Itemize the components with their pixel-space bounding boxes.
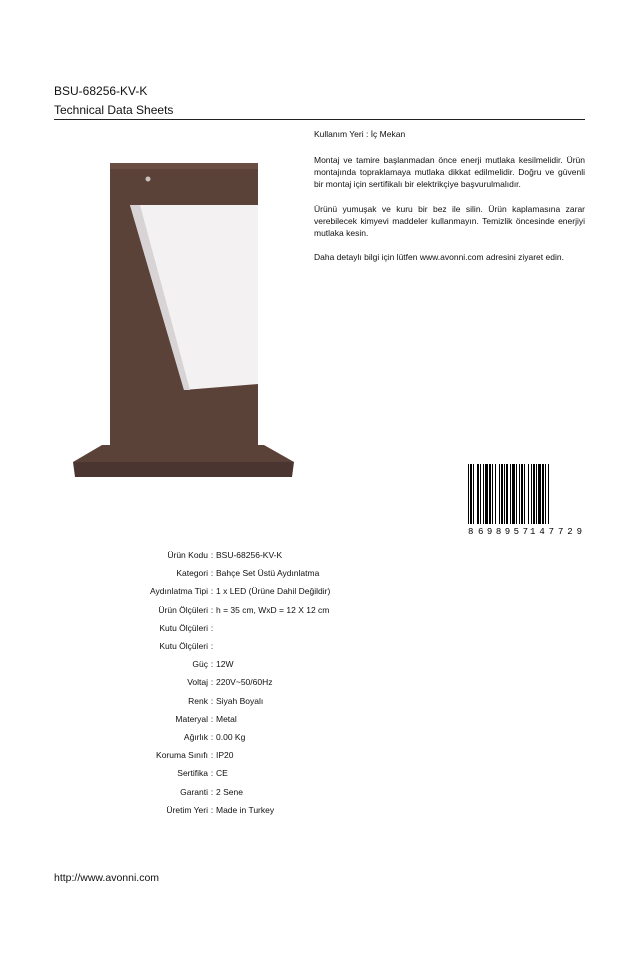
spec-row — [60, 564, 330, 582]
barcode-bar — [545, 464, 546, 524]
barcode-bar — [501, 464, 503, 524]
spec-separator: : — [210, 568, 214, 579]
barcode-bar — [521, 464, 523, 524]
footer-url: http://www.avonni.com — [54, 872, 160, 884]
spec-separator: : — [210, 586, 214, 597]
spec-value: 2 Sene — [216, 786, 243, 797]
spec-row — [60, 746, 330, 764]
spec-value: Siyah Boyalı — [216, 695, 264, 706]
spec-row — [60, 546, 330, 564]
spec-value: BSU-68256-KV-K — [216, 550, 283, 561]
spec-separator: : — [210, 804, 214, 815]
barcode-bar — [542, 464, 544, 524]
barcode-bar — [495, 464, 496, 524]
barcode-digits-left: 698957 — [478, 527, 528, 536]
barcode-bar — [489, 464, 491, 524]
barcode — [466, 464, 586, 536]
spec-separator: : — [210, 750, 214, 761]
spec-label: Garanti — [180, 786, 208, 797]
spec-label: Renk — [188, 695, 208, 706]
barcode-digit-lead: 8 — [468, 527, 474, 536]
spec-value: Bahçe Set Üstü Aydınlatma — [216, 568, 320, 579]
barcode-bar — [533, 464, 535, 524]
spec-label: Koruma Sınıfı — [156, 750, 208, 761]
barcode-bar — [531, 464, 532, 524]
spec-row — [60, 673, 330, 691]
spec-value: 1 x LED (Ürüne Dahil Değildir) — [216, 586, 331, 597]
spec-separator: : — [210, 677, 214, 688]
spec-separator: : — [210, 659, 214, 670]
screw-icon — [146, 177, 151, 182]
spec-separator: : — [210, 731, 214, 742]
spec-row — [60, 655, 330, 673]
spec-row — [60, 764, 330, 782]
barcode-bar — [538, 464, 541, 524]
barcode-bar — [483, 464, 484, 524]
barcode-bar — [548, 464, 549, 524]
spec-separator: : — [210, 622, 214, 633]
barcode-bar — [468, 464, 469, 524]
spec-separator: : — [210, 786, 214, 797]
spec-label: Ürün Kodu — [167, 550, 208, 561]
document-title: Technical Data Sheets — [54, 103, 174, 117]
spec-label: Voltaj — [187, 677, 208, 688]
spec-row — [60, 710, 330, 728]
barcode-bar — [519, 464, 520, 524]
spec-label: Materyal — [175, 713, 208, 724]
cleaning-paragraph: Ürünü yumuşak ve kuru bir bez ile silin. Ürün kaplamasına zarar verebilecek kimyevi maddeler kullanmayın. Temizlik öncesinde enerjiyi mutlaka kesin. — [314, 204, 585, 238]
spec-row — [60, 582, 330, 600]
spec-label: Kutu Ölçüleri — [159, 641, 208, 652]
spec-value: 0.00 Kg — [216, 731, 246, 742]
barcode-bar — [506, 464, 508, 524]
safety-paragraph: Montaj ve tamire başlanmadan önce enerji mutlaka kesilmelidir. Ürün montajında topraklamaya mutlaka dikkat edilmelidir. Doğru ve güvenli bir montaj için sertifikalı bir elektrikçiye başvurulmalıdır. — [314, 155, 585, 189]
spec-label: Kategori — [176, 568, 208, 579]
spec-value: 220V~50/60Hz — [216, 677, 273, 688]
barcode-bar — [499, 464, 500, 524]
spec-row — [60, 801, 330, 819]
product-code-heading: BSU-68256-KV-K — [54, 84, 148, 98]
spec-label: Ürün Ölçüleri — [158, 604, 208, 615]
spec-value: CE — [216, 768, 228, 779]
barcode-bar — [512, 464, 515, 524]
product-image — [70, 158, 300, 483]
barcode-bar — [536, 464, 537, 524]
barcode-bar — [528, 464, 529, 524]
spec-row — [60, 692, 330, 710]
spec-separator: : — [210, 641, 214, 652]
spec-value: IP20 — [216, 750, 234, 761]
spec-row — [60, 601, 330, 619]
barcode-bar — [510, 464, 511, 524]
spec-row — [60, 728, 330, 746]
spec-value: h = 35 cm, WxD = 12 X 12 cm — [216, 604, 330, 615]
spec-separator: : — [210, 550, 214, 561]
spec-label: Güç — [192, 659, 208, 670]
barcode-bar — [504, 464, 505, 524]
spec-row — [60, 619, 330, 637]
barcode-bar — [473, 464, 474, 524]
spec-label: Sertifika — [177, 768, 208, 779]
barcode-bar — [485, 464, 488, 524]
barcode-bar — [524, 464, 525, 524]
barcode-bar — [492, 464, 493, 524]
spec-label: Kutu Ölçüleri — [159, 622, 208, 633]
spec-row — [60, 637, 330, 655]
barcode-bar — [516, 464, 517, 524]
spec-row — [60, 782, 330, 800]
spec-separator: : — [210, 604, 214, 615]
spec-separator: : — [210, 713, 214, 724]
spec-value: Made in Turkey — [216, 804, 275, 815]
usage-location: Kullanım Yeri : İç Mekan — [314, 129, 406, 139]
barcode-bar — [470, 464, 472, 524]
spec-table — [60, 546, 330, 819]
barcode-bar — [480, 464, 481, 524]
spec-value: Metal — [216, 713, 237, 724]
barcode-digits-right: 147729 — [530, 527, 582, 536]
spec-label: Üretim Yeri — [166, 804, 208, 815]
spec-separator: : — [210, 695, 214, 706]
header-divider — [54, 119, 585, 120]
website-paragraph: Daha detaylı bilgi için lütfen www.avonni.com adresini ziyaret edin. — [314, 252, 564, 262]
spec-separator: : — [210, 768, 214, 779]
barcode-bar — [477, 464, 479, 524]
spec-label: Aydınlatma Tipi — [150, 586, 208, 597]
spec-value: 12W — [216, 659, 234, 670]
spec-label: Ağırlık — [183, 731, 208, 742]
